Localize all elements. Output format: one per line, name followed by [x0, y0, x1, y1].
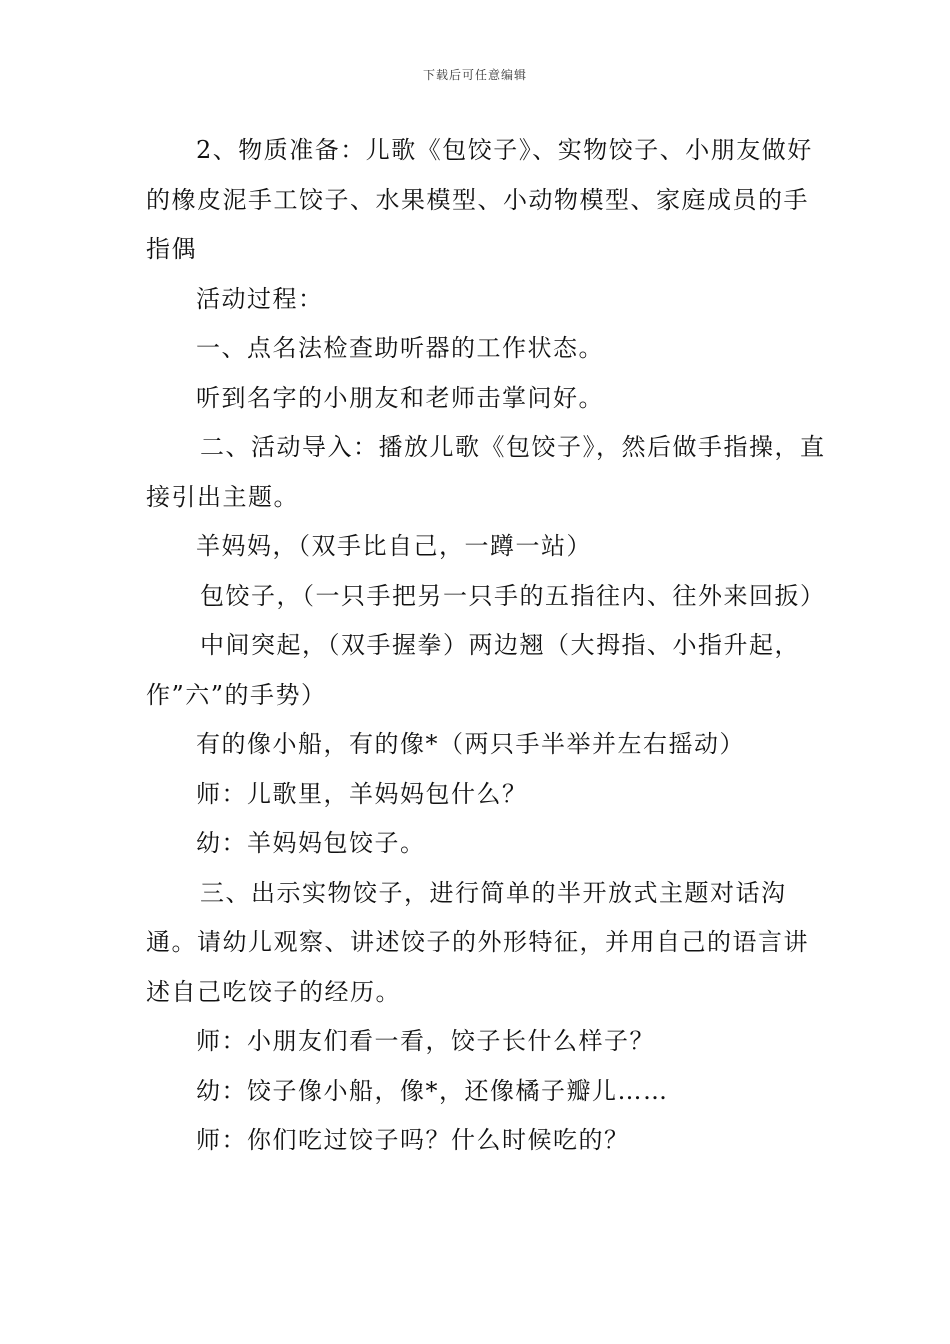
paragraph-rhyme-line-4: 有的像小船，有的像*（两只手半举并左右摇动） [196, 730, 745, 758]
paragraph-step-three: 三、出示实物饺子，进行简单的半开放式主题对话沟通。请幼儿观察、讲述饺子的外形特征，并用自己的语言讲述自己吃饺子的经历。 [146, 878, 809, 1006]
paragraph-teacher-question-2: 师：小朋友们看一看，饺子长什么样子？ [196, 1027, 655, 1055]
paragraph-activity-process: 活动过程： [196, 284, 324, 313]
paragraph-step-two: 二、活动导入：播放儿歌《包饺子》，然后做手指操，直接引出主题。 [146, 433, 826, 511]
paragraph-teacher-question-3: 师：你们吃过饺子吗？什么时候吃的？ [196, 1126, 630, 1154]
paragraph-materials: 2、物质准备：儿歌《包饺子》、实物饺子、小朋友做好的橡皮泥手工饺子、水果模型、小动物模型、家庭成员的手指偶 [146, 136, 813, 263]
paragraph-greeting: 听到名字的小朋友和老师击掌问好。 [196, 383, 604, 412]
paragraph-rhyme-line-2: 包饺子，（一只手把另一只手的五指往内、往外来回扳） [200, 581, 826, 610]
paragraph-teacher-question-1: 师：儿歌里，羊妈妈包什么？ [196, 779, 528, 808]
paragraph-child-answer-2: 幼：饺子像小船，像*，还像橘子瓣儿…… [196, 1076, 669, 1105]
paragraph-rhyme-line-1: 羊妈妈，（双手比自己，一蹲一站） [196, 532, 592, 560]
paragraph-step-one: 一、点名法检查助听器的工作状态。 [196, 334, 604, 362]
page-header-note: 下载后可任意编辑 [422, 68, 527, 82]
document-body [146, 126, 826, 1166]
paragraph-rhyme-line-3: 中间突起，（双手握拳）两边翘（大拇指、小指升起，作”六”的手势） [146, 631, 800, 709]
paragraph-child-answer-1: 幼：羊妈妈包饺子。 [196, 829, 426, 857]
